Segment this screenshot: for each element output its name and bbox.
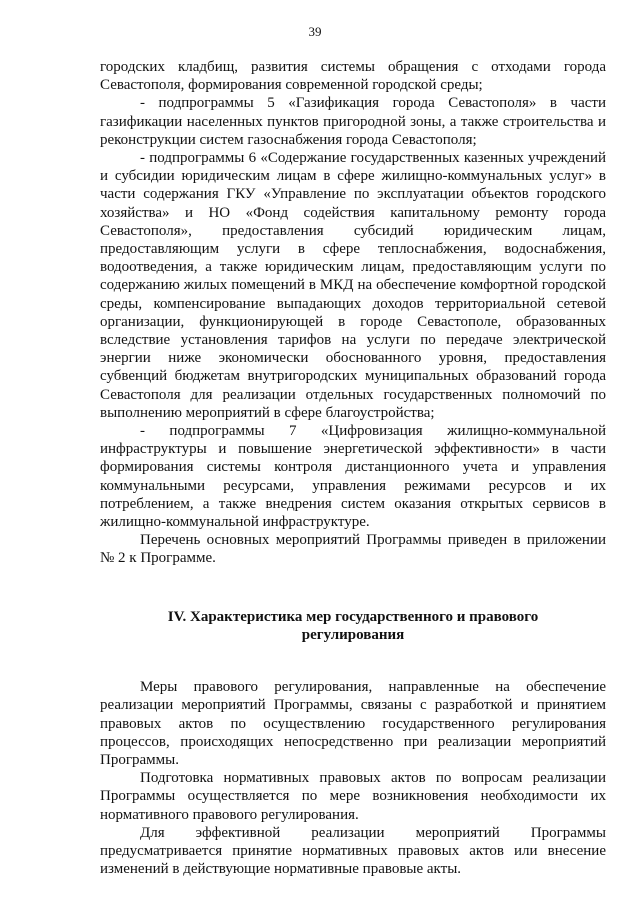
section-heading: IV. Характеристика мер государственного и правового регулирования (167, 608, 539, 643)
paragraph: Меры правового регулирования, направленные на обеспечение реализации мероприятий Программы, связаны с разработкой и принятием правовых актов по осуществлению государственного регулирования процессов, происходящих непосредственно при реализации мероприятий Программы. (100, 679, 606, 768)
paragraph: Для эффективной реализации мероприятий Программы предусматривается принятие нормативных правовых актов или внесение изменений в действующие нормативные правовые акты. (100, 824, 606, 878)
paragraphs-before-heading (100, 58, 606, 568)
page-number: 39 (308, 24, 322, 39)
paragraph: городских кладбищ, развития системы обращения с отходами города Севастополя, формирования современной городской среды; (100, 59, 606, 94)
paragraph: - подпрограммы 6 «Содержание государственных казенных учреждений и субсидии юридическим лицам в сфере жилищно-коммунальных услуг» в части содержания ГКУ «Управление по эксплуатации объектов городского хозяйства» и НО «Фонд содействия капитальному ремонту города Севастополя», предоставления субсидий юридическим лицам, предоставляющим услуги в сфере теплоснабжения, водоснабжения, водоотведения, а также юридическим лицам, предоставляющим услуги по содержанию жилых помещений в МКД на обеспечение комфортной городской среды, компенсирование выпадающих доходов территориальной сетевой организации, функционирующей в городе Севастополе, образованных вследствие установления тарифов на услуги по передаче электрической энергии ниже экономически обоснованного уровня, предоставления субвенций бюджетам внутригородских муниципальных образований города Севастополя для реализации отдельных государственных полномочий по выполнению мероприятий в сфере благоустройства; (100, 150, 606, 421)
paragraph: Перечень основных мероприятий Программы приведен в приложении № 2 к Программе. (100, 532, 606, 567)
paragraphs-after-heading (100, 678, 606, 878)
paragraph: Подготовка нормативных правовых актов по вопросам реализации Программы осуществляется по мере возникновения необходимости их нормативного правового регулирования. (100, 770, 606, 823)
paragraph: - подпрограммы 7 «Цифровизация жилищно-коммунальной инфраструктуры и повышение энергетической эффективности» в части формирования системы контроля дистанционного учета и управления коммунальными ресурсами, управления режимами ресурсов и их потреблением, а также внедрения систем оказания открытых сервисов в жилищно-коммунальной инфраструктуре. (100, 423, 606, 531)
page-body (100, 58, 606, 878)
paragraph: - подпрограммы 5 «Газификация города Севастополя» в части газификации населенных пунктов пригородной зоны, а также строительства и реконструкции систем газоснабжения города Севастополя; (100, 95, 606, 148)
